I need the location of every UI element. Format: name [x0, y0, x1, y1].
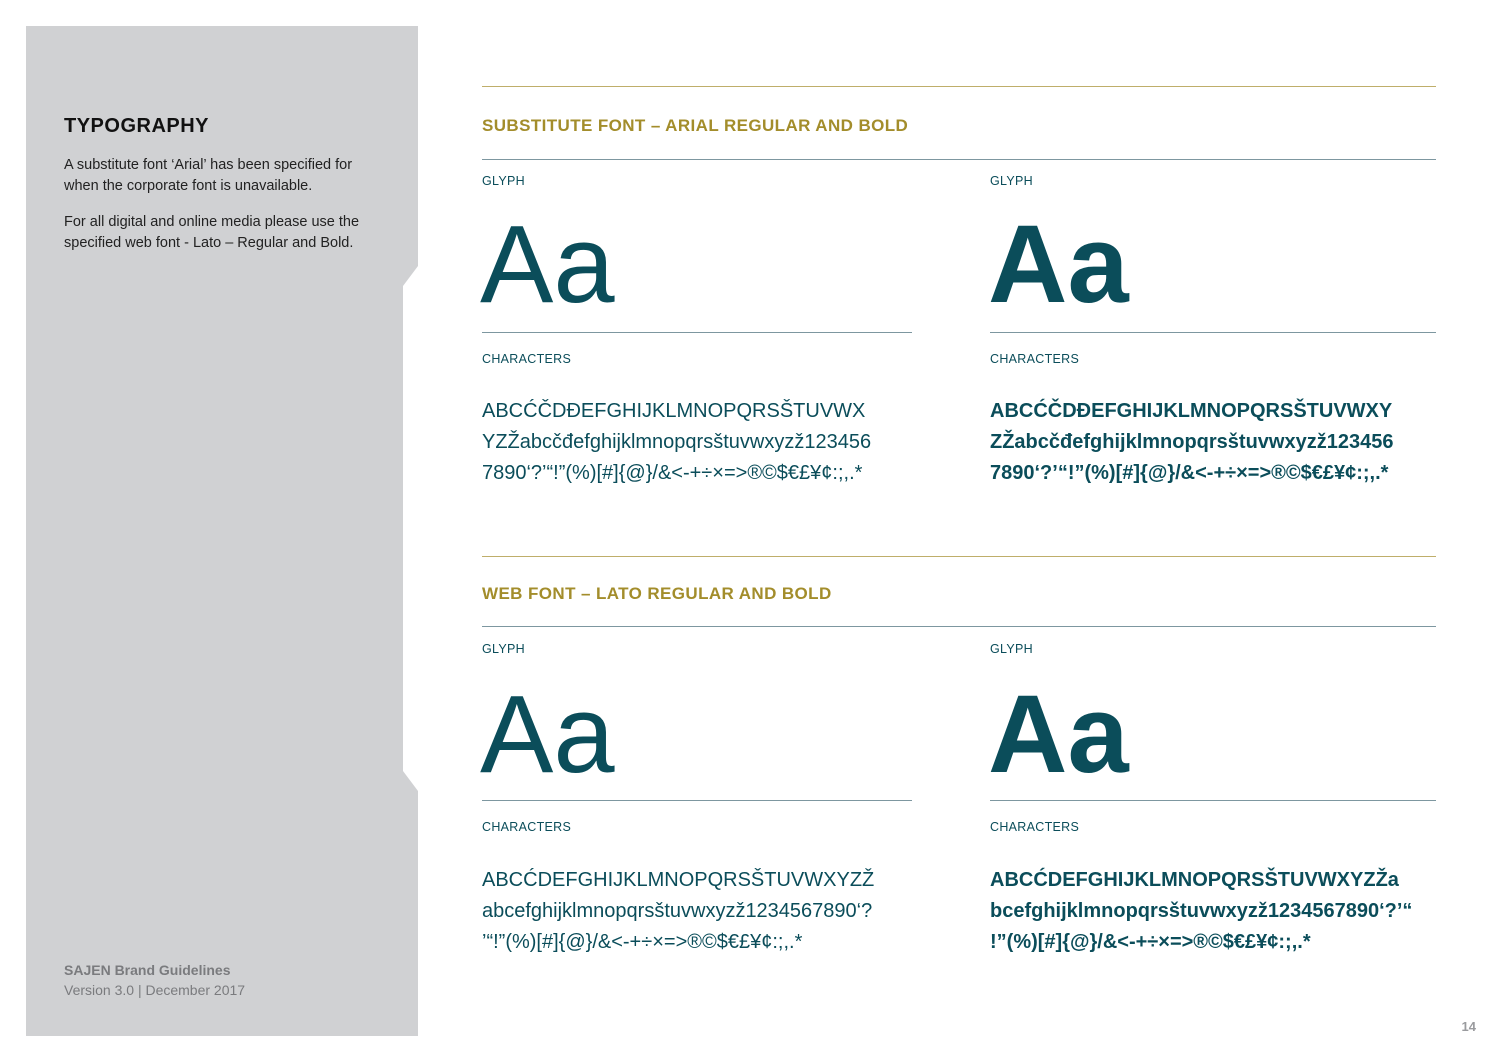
glyph-label: GLYPH: [990, 174, 1033, 188]
section-divider: [482, 556, 1436, 557]
glyph-sample-arial-bold: Aa: [988, 203, 1129, 326]
glyph-label: GLYPH: [482, 174, 525, 188]
glyph-label: GLYPH: [482, 642, 525, 656]
glyph-label: GLYPH: [990, 642, 1033, 656]
section-divider: [482, 86, 1436, 87]
glyph-sample-lato-bold: Aa: [988, 673, 1129, 796]
intro-paragraph: A substitute font ‘Arial’ has been specified for when the corporate font is unavailable.: [64, 157, 353, 194]
web-font-paragraph: For all digital and online media please use the specified web font - Lato – Regular and Bold.: [64, 214, 360, 251]
characters-label: CHARACTERS: [482, 820, 572, 834]
characters-sample-lato-regular: ABCĆDEFGHIJKLMNOPQRSŠTUVWXYZŽ abcefghijklmnopqrsštuvwxyzž1234567890‘? ’“!”(%)[#]{@}/&<-+÷×=>®©$€£¥¢:;,.*: [482, 869, 875, 953]
characters-label: CHARACTERS: [990, 352, 1080, 366]
section-title-substitute-font: SUBSTITUTE FONT – ARIAL REGULAR AND BOLD: [482, 116, 909, 135]
column-rule: [990, 800, 1436, 801]
characters-sample-lato-bold: ABCĆDEFGHIJKLMNOPQRSŠTUVWXYZŽa bcefghijklmnopqrsštuvwxyzž1234567890‘?’“ !”(%)[#]{@}/&<-+÷×=>®©$€£¥¢:;,.*: [990, 869, 1413, 953]
footer-version: Version 3.0 | December 2017: [64, 982, 246, 998]
glyph-sample-arial-regular: Aa: [480, 203, 615, 326]
page-title: TYPOGRAPHY: [64, 115, 210, 137]
section-rule: [482, 159, 1436, 160]
glyph-sample-lato-regular: Aa: [480, 673, 615, 796]
column-rule: [482, 332, 912, 333]
characters-label: CHARACTERS: [482, 352, 572, 366]
column-rule: [482, 800, 912, 801]
characters-label: CHARACTERS: [990, 820, 1080, 834]
footer-title: SAJEN Brand Guidelines: [64, 962, 231, 978]
page-number: 14: [1461, 1019, 1476, 1034]
characters-sample-arial-regular: ABCĆČDĐEFGHIJKLMNOPQRSŠTUVWX YZŽabcčđefghijklmnopqrsštuvwxyzž123456 7890‘?’“!”(%)[#]{@}/&<-+÷×=>®©$€£¥¢:;,.*: [482, 400, 872, 484]
characters-sample-arial-bold: ABCĆČDĐEFGHIJKLMNOPQRSŠTUVWXY ZŽabcčđefghijklmnopqrsštuvwxyzž123456 7890‘?’“!”(%)[#]{@}/&<-+÷×=>®©$€£¥¢:;,.*: [990, 400, 1394, 484]
section-rule: [482, 626, 1436, 627]
column-rule: [990, 332, 1436, 333]
section-title-web-font: WEB FONT – LATO REGULAR AND BOLD: [482, 584, 832, 603]
